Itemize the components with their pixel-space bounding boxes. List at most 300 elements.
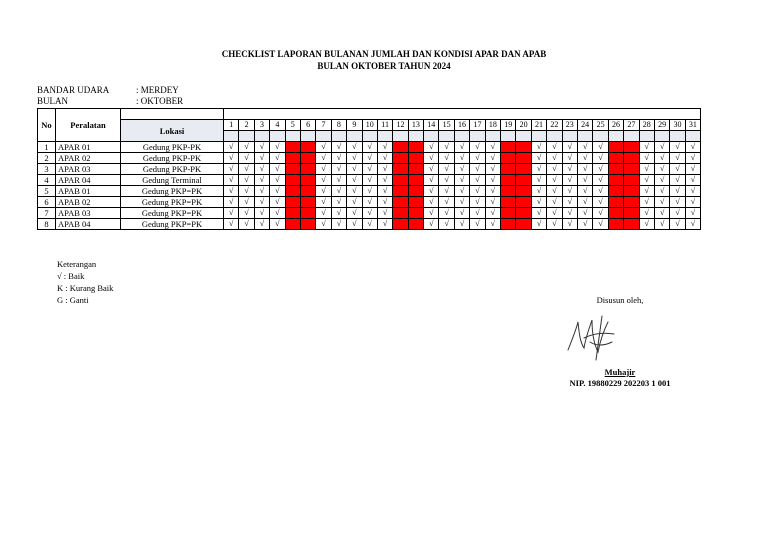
day-cell-check: √ <box>577 208 592 219</box>
day-header: 28 <box>639 120 654 131</box>
day-cell-check: √ <box>270 208 285 219</box>
day-cell-check: √ <box>577 186 592 197</box>
day-header: 14 <box>424 120 439 131</box>
table-row <box>38 197 701 208</box>
day-cell-check: √ <box>562 197 577 208</box>
day-cell-check: √ <box>593 164 608 175</box>
day-cell-check: √ <box>424 197 439 208</box>
day-header: 17 <box>470 120 485 131</box>
day-cell-check: √ <box>239 197 254 208</box>
handwritten-signature <box>562 312 620 364</box>
day-cell-check: √ <box>362 164 377 175</box>
day-cell-check: √ <box>562 175 577 186</box>
day-header: 11 <box>377 120 392 131</box>
day-cell-check: √ <box>254 197 269 208</box>
day-header: 10 <box>362 120 377 131</box>
day-cell-check: √ <box>424 186 439 197</box>
day-cell-check: √ <box>670 175 685 186</box>
day-cell-red <box>501 186 516 197</box>
day-cell-check: √ <box>485 186 500 197</box>
day-cell-check: √ <box>347 142 362 153</box>
day-header: 9 <box>347 120 362 131</box>
day-subheader <box>254 131 269 142</box>
day-cell-red <box>285 153 300 164</box>
day-cell-check: √ <box>454 219 469 230</box>
day-cell-check: √ <box>239 208 254 219</box>
day-cell-check: √ <box>454 175 469 186</box>
day-cell-check: √ <box>593 208 608 219</box>
day-cell-red <box>408 197 423 208</box>
row-peralatan: APAR 02 <box>56 153 121 164</box>
day-cell-red <box>408 186 423 197</box>
day-cell-red <box>624 208 639 219</box>
day-cell-red <box>393 197 408 208</box>
day-subheader <box>501 131 516 142</box>
day-cell-check: √ <box>224 186 239 197</box>
day-cell-check: √ <box>531 153 546 164</box>
day-cell-red <box>300 186 315 197</box>
report-subtitle: BULAN OKTOBER TAHUN 2024 <box>317 61 451 71</box>
day-cell-check: √ <box>639 142 654 153</box>
day-subheader <box>347 131 362 142</box>
header-days-band <box>224 109 701 120</box>
day-subheader <box>439 131 454 142</box>
day-cell-check: √ <box>439 219 454 230</box>
table-row <box>38 186 701 197</box>
day-cell-red <box>393 208 408 219</box>
table-row <box>38 219 701 230</box>
day-cell-check: √ <box>593 197 608 208</box>
day-cell-check: √ <box>224 164 239 175</box>
day-cell-check: √ <box>316 164 331 175</box>
day-cell-red <box>408 142 423 153</box>
day-subheader <box>239 131 254 142</box>
day-cell-check: √ <box>654 186 669 197</box>
day-subheader <box>377 131 392 142</box>
day-cell-check: √ <box>470 175 485 186</box>
row-peralatan: APAB 02 <box>56 197 121 208</box>
day-cell-check: √ <box>362 219 377 230</box>
day-cell-check: √ <box>224 219 239 230</box>
day-cell-check: √ <box>316 208 331 219</box>
day-cell-check: √ <box>439 175 454 186</box>
day-cell-check: √ <box>377 142 392 153</box>
day-cell-red <box>300 175 315 186</box>
day-cell-check: √ <box>239 186 254 197</box>
day-cell-check: √ <box>531 175 546 186</box>
row-lokasi: Gedung PKP=PK <box>121 219 224 230</box>
day-cell-check: √ <box>639 164 654 175</box>
day-cell-check: √ <box>224 153 239 164</box>
day-cell-check: √ <box>547 142 562 153</box>
day-cell-check: √ <box>270 197 285 208</box>
day-header: 8 <box>331 120 346 131</box>
day-cell-check: √ <box>239 153 254 164</box>
day-cell-check: √ <box>270 175 285 186</box>
checklist-table <box>37 108 701 230</box>
signer-nip: NIP. 19880229 202203 1 001 <box>569 378 671 388</box>
day-cell-red <box>516 164 531 175</box>
day-cell-check: √ <box>424 153 439 164</box>
day-subheader <box>300 131 315 142</box>
day-cell-check: √ <box>362 142 377 153</box>
day-cell-check: √ <box>331 175 346 186</box>
day-cell-check: √ <box>593 219 608 230</box>
day-header: 31 <box>685 120 700 131</box>
bandar-label: BANDAR UDARA <box>37 85 110 95</box>
day-cell-check: √ <box>347 164 362 175</box>
day-cell-red <box>608 153 623 164</box>
day-cell-check: √ <box>316 153 331 164</box>
row-peralatan: APAB 01 <box>56 186 121 197</box>
day-cell-red <box>501 164 516 175</box>
day-cell-check: √ <box>547 175 562 186</box>
day-cell-check: √ <box>547 186 562 197</box>
day-cell-red <box>608 164 623 175</box>
day-cell-red <box>516 197 531 208</box>
day-cell-check: √ <box>485 219 500 230</box>
day-cell-check: √ <box>439 186 454 197</box>
bandar-value: : MERDEY <box>136 85 179 95</box>
day-cell-check: √ <box>670 142 685 153</box>
day-cell-check: √ <box>331 142 346 153</box>
day-cell-check: √ <box>485 197 500 208</box>
day-cell-red <box>285 164 300 175</box>
day-cell-check: √ <box>362 208 377 219</box>
day-subheader <box>316 131 331 142</box>
day-header: 24 <box>577 120 592 131</box>
day-cell-check: √ <box>593 175 608 186</box>
day-cell-check: √ <box>224 142 239 153</box>
day-cell-check: √ <box>424 164 439 175</box>
day-cell-check: √ <box>654 142 669 153</box>
day-cell-check: √ <box>685 164 700 175</box>
day-cell-red <box>516 186 531 197</box>
meta-bandar <box>37 85 179 95</box>
table-row <box>38 153 701 164</box>
day-cell-red <box>624 186 639 197</box>
day-cell-check: √ <box>254 153 269 164</box>
day-cell-red <box>285 186 300 197</box>
day-cell-red <box>408 153 423 164</box>
day-cell-check: √ <box>562 208 577 219</box>
day-cell-check: √ <box>531 208 546 219</box>
row-lokasi: Gedung Terminal <box>121 175 224 186</box>
day-cell-red <box>608 175 623 186</box>
day-cell-red <box>285 219 300 230</box>
day-cell-check: √ <box>254 164 269 175</box>
day-cell-red <box>501 219 516 230</box>
day-header: 3 <box>254 120 269 131</box>
day-cell-check: √ <box>685 153 700 164</box>
day-cell-check: √ <box>562 219 577 230</box>
day-cell-check: √ <box>239 142 254 153</box>
day-cell-check: √ <box>562 153 577 164</box>
day-header: 29 <box>654 120 669 131</box>
day-cell-check: √ <box>577 219 592 230</box>
day-cell-check: √ <box>654 197 669 208</box>
day-subheader <box>408 131 423 142</box>
day-cell-check: √ <box>547 164 562 175</box>
day-header: 2 <box>239 120 254 131</box>
day-cell-check: √ <box>424 219 439 230</box>
day-header: 23 <box>562 120 577 131</box>
row-no: 4 <box>38 175 56 186</box>
day-cell-red <box>285 197 300 208</box>
day-cell-check: √ <box>454 153 469 164</box>
day-cell-check: √ <box>439 197 454 208</box>
day-cell-check: √ <box>239 175 254 186</box>
day-cell-check: √ <box>362 197 377 208</box>
day-cell-check: √ <box>685 142 700 153</box>
day-subheader <box>624 131 639 142</box>
day-cell-check: √ <box>377 164 392 175</box>
day-cell-check: √ <box>577 175 592 186</box>
day-cell-check: √ <box>639 175 654 186</box>
row-lokasi: Gedung PKP=PK <box>121 197 224 208</box>
day-cell-check: √ <box>362 186 377 197</box>
row-no: 6 <box>38 197 56 208</box>
day-cell-check: √ <box>639 208 654 219</box>
day-cell-check: √ <box>670 186 685 197</box>
day-cell-red <box>501 153 516 164</box>
day-cell-check: √ <box>254 208 269 219</box>
day-cell-check: √ <box>562 142 577 153</box>
day-cell-red <box>300 197 315 208</box>
day-subheader <box>670 131 685 142</box>
day-header: 7 <box>316 120 331 131</box>
legend-title: Keterangan <box>57 259 97 269</box>
day-cell-red <box>285 208 300 219</box>
day-cell-check: √ <box>577 153 592 164</box>
day-cell-check: √ <box>316 175 331 186</box>
day-cell-check: √ <box>639 219 654 230</box>
day-cell-red <box>608 197 623 208</box>
day-cell-check: √ <box>254 175 269 186</box>
day-cell-check: √ <box>470 197 485 208</box>
day-header: 18 <box>485 120 500 131</box>
day-cell-red <box>285 175 300 186</box>
day-cell-red <box>624 164 639 175</box>
day-cell-red <box>501 142 516 153</box>
meta-bulan <box>37 96 183 106</box>
day-cell-check: √ <box>239 164 254 175</box>
day-cell-check: √ <box>377 197 392 208</box>
day-cell-check: √ <box>470 219 485 230</box>
day-cell-check: √ <box>424 175 439 186</box>
day-cell-red <box>501 175 516 186</box>
day-cell-check: √ <box>670 219 685 230</box>
day-header: 5 <box>285 120 300 131</box>
day-cell-red <box>300 164 315 175</box>
day-cell-check: √ <box>670 153 685 164</box>
day-cell-red <box>501 197 516 208</box>
day-subheader <box>285 131 300 142</box>
day-cell-red <box>608 186 623 197</box>
day-cell-check: √ <box>316 142 331 153</box>
day-subheader <box>562 131 577 142</box>
row-peralatan: APAB 03 <box>56 208 121 219</box>
day-cell-check: √ <box>347 186 362 197</box>
day-cell-check: √ <box>470 153 485 164</box>
day-cell-check: √ <box>654 175 669 186</box>
day-cell-check: √ <box>347 197 362 208</box>
day-cell-check: √ <box>316 197 331 208</box>
legend-item-ganti: G : Ganti <box>57 295 89 305</box>
day-cell-check: √ <box>331 219 346 230</box>
table-row <box>38 164 701 175</box>
day-cell-red <box>300 208 315 219</box>
header-peralatan: Peralatan <box>56 109 121 142</box>
day-cell-check: √ <box>654 219 669 230</box>
row-no: 8 <box>38 219 56 230</box>
day-cell-check: √ <box>331 164 346 175</box>
row-peralatan: APAR 04 <box>56 175 121 186</box>
day-cell-check: √ <box>454 186 469 197</box>
day-header: 19 <box>501 120 516 131</box>
day-cell-check: √ <box>439 208 454 219</box>
day-cell-check: √ <box>254 142 269 153</box>
day-cell-check: √ <box>547 153 562 164</box>
day-cell-check: √ <box>377 219 392 230</box>
day-header: 26 <box>608 120 623 131</box>
day-cell-check: √ <box>254 186 269 197</box>
day-cell-check: √ <box>377 153 392 164</box>
day-subheader <box>547 131 562 142</box>
day-cell-red <box>393 219 408 230</box>
day-cell-red <box>393 186 408 197</box>
row-no: 3 <box>38 164 56 175</box>
day-cell-red <box>300 142 315 153</box>
row-lokasi: Gedung PKP=PK <box>121 186 224 197</box>
day-cell-check: √ <box>485 208 500 219</box>
day-cell-check: √ <box>454 142 469 153</box>
day-cell-check: √ <box>470 208 485 219</box>
day-subheader <box>270 131 285 142</box>
bulan-label: BULAN <box>37 96 68 106</box>
day-cell-check: √ <box>470 142 485 153</box>
day-cell-check: √ <box>593 186 608 197</box>
day-cell-red <box>408 208 423 219</box>
report-title: CHECKLIST LAPORAN BULANAN JUMLAH DAN KONDISI APAR DAN APAB <box>221 49 547 59</box>
day-cell-red <box>516 142 531 153</box>
day-cell-check: √ <box>439 153 454 164</box>
day-cell-check: √ <box>454 208 469 219</box>
day-cell-check: √ <box>685 208 700 219</box>
day-cell-check: √ <box>670 208 685 219</box>
day-subheader <box>531 131 546 142</box>
day-subheader <box>331 131 346 142</box>
day-cell-red <box>608 142 623 153</box>
day-cell-check: √ <box>654 153 669 164</box>
day-cell-check: √ <box>562 164 577 175</box>
day-cell-check: √ <box>531 197 546 208</box>
day-cell-red <box>624 142 639 153</box>
row-peralatan: APAB 04 <box>56 219 121 230</box>
day-cell-check: √ <box>685 175 700 186</box>
day-header: 6 <box>300 120 315 131</box>
day-subheader <box>639 131 654 142</box>
day-cell-check: √ <box>454 164 469 175</box>
day-cell-check: √ <box>485 153 500 164</box>
day-cell-check: √ <box>531 164 546 175</box>
day-cell-check: √ <box>639 197 654 208</box>
day-cell-red <box>300 153 315 164</box>
row-no: 7 <box>38 208 56 219</box>
day-subheader <box>593 131 608 142</box>
header-lokasi: Lokasi <box>121 120 224 142</box>
day-cell-check: √ <box>331 153 346 164</box>
day-cell-red <box>516 208 531 219</box>
day-cell-check: √ <box>316 186 331 197</box>
day-cell-red <box>624 197 639 208</box>
row-lokasi: Gedung PKP-PK <box>121 164 224 175</box>
day-cell-check: √ <box>424 208 439 219</box>
day-cell-check: √ <box>670 197 685 208</box>
row-lokasi: Gedung PKP-PK <box>121 153 224 164</box>
day-header: 15 <box>439 120 454 131</box>
day-header: 30 <box>670 120 685 131</box>
day-cell-check: √ <box>547 219 562 230</box>
day-cell-check: √ <box>547 197 562 208</box>
day-cell-check: √ <box>331 186 346 197</box>
day-cell-red <box>408 219 423 230</box>
day-cell-check: √ <box>347 153 362 164</box>
day-cell-check: √ <box>316 219 331 230</box>
day-cell-check: √ <box>239 219 254 230</box>
day-cell-check: √ <box>685 197 700 208</box>
day-cell-check: √ <box>254 219 269 230</box>
table-row <box>38 208 701 219</box>
day-subheader <box>516 131 531 142</box>
row-lokasi: Gedung PKP=PK <box>121 208 224 219</box>
day-cell-check: √ <box>485 164 500 175</box>
day-header: 13 <box>408 120 423 131</box>
day-header: 4 <box>270 120 285 131</box>
day-cell-check: √ <box>224 208 239 219</box>
day-cell-check: √ <box>377 186 392 197</box>
day-cell-check: √ <box>654 164 669 175</box>
day-cell-red <box>408 164 423 175</box>
day-header: 20 <box>516 120 531 131</box>
day-cell-red <box>408 175 423 186</box>
day-cell-check: √ <box>331 197 346 208</box>
day-header: 1 <box>224 120 239 131</box>
day-subheader <box>685 131 700 142</box>
day-cell-red <box>393 142 408 153</box>
day-cell-check: √ <box>531 142 546 153</box>
day-cell-check: √ <box>670 164 685 175</box>
day-subheader <box>424 131 439 142</box>
day-cell-check: √ <box>685 219 700 230</box>
day-header: 21 <box>531 120 546 131</box>
day-cell-red <box>393 175 408 186</box>
day-subheader <box>608 131 623 142</box>
day-cell-check: √ <box>347 175 362 186</box>
day-cell-red <box>608 208 623 219</box>
day-cell-check: √ <box>654 208 669 219</box>
day-cell-check: √ <box>439 142 454 153</box>
day-cell-check: √ <box>347 208 362 219</box>
day-cell-red <box>624 153 639 164</box>
table-row <box>38 175 701 186</box>
legend-item-baik: √ : Baik <box>57 271 85 281</box>
header-blank <box>121 109 224 120</box>
day-cell-red <box>501 208 516 219</box>
row-peralatan: APAR 03 <box>56 164 121 175</box>
day-cell-red <box>516 153 531 164</box>
prepared-by-label: Disusun oleh, <box>596 295 644 305</box>
